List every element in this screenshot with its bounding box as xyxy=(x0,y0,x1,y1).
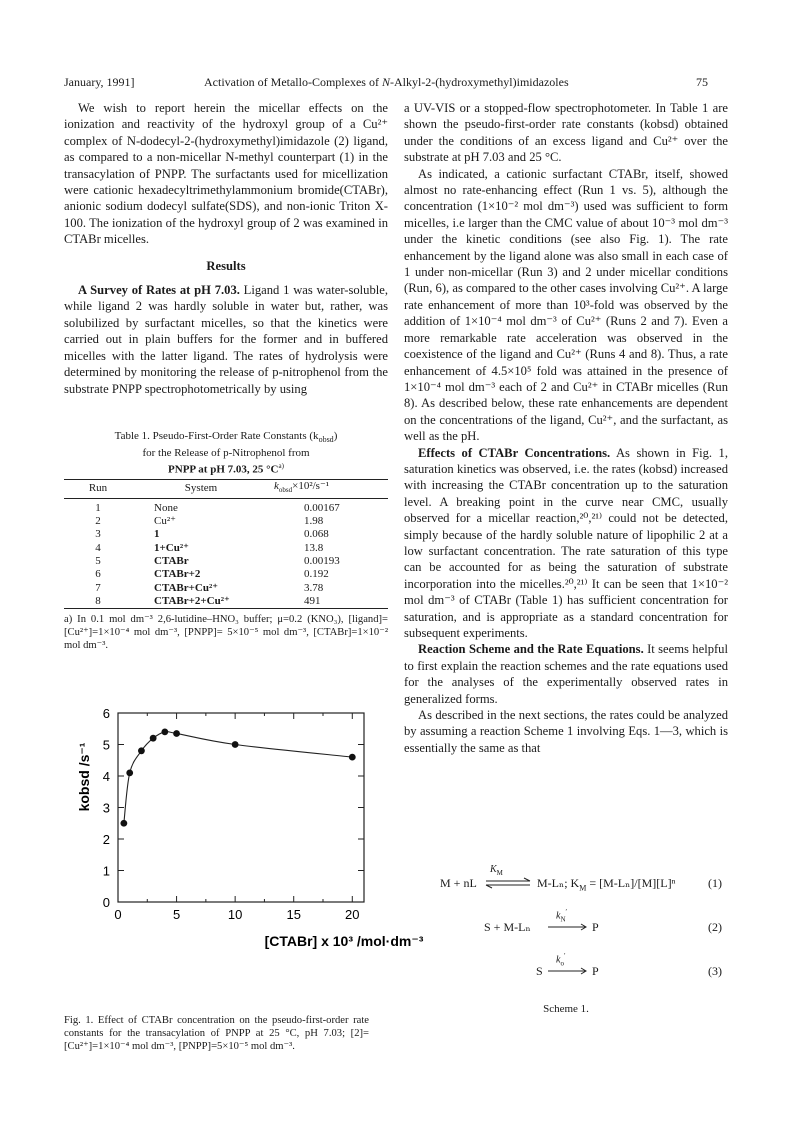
data-point xyxy=(126,769,133,776)
data-point xyxy=(120,820,127,827)
x-tick-label: 10 xyxy=(227,907,243,922)
cell-k: 0.192 xyxy=(304,568,329,581)
header-title: Activation of Metallo-Complexes of N-Alkyl-2-(hydroxymethyl)imidazoles xyxy=(204,75,569,89)
equation-1: M + nL $K_M$ M-Lₙ; $K_M = [M-L_n]/[M][L]^n$ (1) xyxy=(440,864,722,893)
cell-system: 1+Cu²⁺ xyxy=(154,541,189,554)
cell-run: 6 xyxy=(95,568,101,581)
figure-1-chart xyxy=(64,700,424,955)
equation-3: S $k_o'$ P (3) xyxy=(536,952,722,978)
table-caption: Table 1. Pseudo-First-Order Rate Constants $(k_{obsd})$ for the Release of p-Nitrophenol from PNPP at pH 7.03, 25 $^\circ C^{a)}$ xyxy=(114,430,338,476)
x-tick-label: 0 xyxy=(114,907,122,922)
table-row xyxy=(64,528,388,541)
cell-k: 491 xyxy=(304,594,321,607)
table-1 xyxy=(64,430,388,652)
table-row xyxy=(64,595,388,609)
data-point xyxy=(150,735,157,742)
col-header-run: Run xyxy=(88,482,108,495)
survey-paragraph: A Survey of Rates at pH 7.03. Ligand 1 was water-soluble, while ligand 2 was hardly soluble in water but, rather, was solubilized by surfactant micelles, so that the kinetics were carried out in plain buffers for the former and in buffered micelles with the latter ligand. The rates of hydrolysis were determined by monitoring the release of p-nitrophenol from the substrate PNPP spectrophotometrically by using xyxy=(64,283,388,396)
y-tick-label: 1 xyxy=(102,863,110,879)
data-point xyxy=(349,754,356,761)
arrow-icon xyxy=(548,967,588,975)
cell-system: CTABr+2+Cu²⁺ xyxy=(154,594,230,607)
cell-run: 2 xyxy=(95,515,101,528)
data-point xyxy=(173,730,180,737)
cell-system: CTABr xyxy=(154,555,189,568)
table-row xyxy=(64,542,388,555)
y-tick-label: 4 xyxy=(102,769,110,784)
table-row xyxy=(64,568,388,581)
x-tick-label: 5 xyxy=(172,907,181,922)
col-header-k: $k_{obsd}\times 10^2/s^{-1}$ xyxy=(274,480,330,495)
running-header xyxy=(64,75,708,90)
left-column xyxy=(64,100,388,397)
cell-k: 0.00167 xyxy=(304,501,340,514)
cell-run: 1 xyxy=(95,501,101,514)
scheme-label: Scheme 1. xyxy=(543,1003,589,1015)
equation-2: S + M-Lₙ $k_N'$ P (2) xyxy=(484,908,722,934)
effects-paragraph: Effects of CTABr Concentrations. As shown in Fig. 1, saturation kinetics was observed, i.e. the rates (kobsd) increased with increasing the CTABr concentration up to the saturation level. A breaking point in the curve near CMC, usually observed for a micellar reaction,²⁰,²¹⁾ could not be detected, simply because of the hardly soluble nature of lipophilic 2 at a low surfactant concentration. The rate saturation of this type can be accounted for as being the saturation of substrate incorporation into the micelles.²⁰,²¹⁾ It can be seen that 1×10⁻² mol dm⁻³ of CTABr (Table 1) has sufficient concentration for saturation, and is appropriate as a standard concentration for subsequent experiments. xyxy=(404,445,728,640)
plot-frame xyxy=(118,713,364,902)
cell-system: Cu²⁺ xyxy=(154,515,176,528)
figure-caption: Fig. 1. Effect of CTABr concentration on the pseudo-first-order rate constants for the transacylation of PNPP at 25 °C, pH 7.03; [2]=[Cu²⁺]=1×10⁻⁴ mol dm⁻³, [PNPP]=5×10⁻⁵ mol dm⁻³. xyxy=(64,1015,369,1052)
cell-k: 1.98 xyxy=(304,515,324,528)
arrow-icon xyxy=(548,923,588,931)
cell-system: CTABr+2 xyxy=(154,568,201,581)
x-axis-label: [CTABr] x 10³ /mol·dm⁻³ xyxy=(264,933,424,949)
table-footnote: a) In 0.1 mol dm⁻³ 2,6-lutidine–HNO₃ buffer; μ=0.2 (KNO₃), [ligand]=[Cu²⁺]=1×10⁻⁴ mol dm⁻³, [PNPP]= 5×10⁻⁵ mol dm⁻³, [CTABr]=1×10⁻² mol dm⁻³. xyxy=(64,614,388,652)
right-paragraph-1: a UV-VIS or a stopped-flow spectrophotometer. In Table 1 are shown the pseudo-first-order rate constants (kobsd) obtained under the conditions of an excess ligand and Cu²⁺ over the substrate at pH 7.03 and 25 °C. xyxy=(404,101,728,165)
equilibrium-arrow-icon xyxy=(486,878,532,888)
cell-run: 3 xyxy=(95,528,101,541)
cell-run: 7 xyxy=(95,581,101,594)
section-heading-results: Results xyxy=(206,258,246,273)
y-tick-label: 5 xyxy=(102,737,110,753)
data-point xyxy=(232,741,239,748)
y-tick-label: 6 xyxy=(102,706,110,721)
right-paragraph-5: As described in the next sections, the rates could be analyzed by assuming a reaction Scheme 1 involving Eqs. 1—3, which is essentially the same as that xyxy=(404,708,728,755)
cell-k: 0.00193 xyxy=(304,555,340,568)
y-tick-label: 0 xyxy=(102,895,110,910)
right-paragraph-2: As indicated, a cationic surfactant CTABr, itself, showed almost no rate-enhancing effect (Run 1 vs. 5), although the concentration (1×10⁻² mol dm⁻³) used was sufficient to form micelles, i.e larger than the CMC value of about 10⁻³ mol dm⁻³ under the kinetic conditions (see also Fig. 1). The rate enhancement by the ligand alone was also small in each case of 1 under non-micellar (Run 3) and 2 under micellar conditions (Run, 6), as compared to the other cases involving Cu²⁺. A large rate enhancement of more than 10³-fold was observed by the addition of 1×10⁻⁴ mol dm⁻³ of Cu²⁺ (Runs 2 and 7). Even a more remarkable rate acceleration was observed in the coexistence of the ligand and Cu²⁺ (Runs 4 and 8). Thus, a rate enhancement of 4.5×10⁵ fold was attained in the presence of 1×10⁻⁴ mol dm⁻³ each of 2 and Cu²⁺ in CTABr micelles (Run 8). As described below, these rate enhancements are dependent on the concentrations of the ligand, Cu²⁺, and the surfactant, as well as the pH. xyxy=(404,166,728,444)
cell-system: None xyxy=(154,501,178,514)
page-number: 75 xyxy=(696,75,708,89)
x-tick-label: 20 xyxy=(345,907,360,922)
right-column xyxy=(404,100,728,756)
table-row xyxy=(64,582,388,595)
cell-k: 0.068 xyxy=(304,528,329,541)
scheme-paragraph: Reaction Scheme and the Rate Equations. It seems helpful to first explain the reaction schemes and the rate equations used for the analyses of the experimentally observed rates in generalized forms. xyxy=(404,642,728,706)
table-row xyxy=(64,555,388,568)
col-header-system: System xyxy=(184,482,218,495)
data-point xyxy=(161,729,168,736)
scheme-heading: Reaction Scheme and the Rate Equations. xyxy=(418,642,644,657)
effects-heading: Effects of CTABr Concentrations. xyxy=(418,445,611,460)
x-tick-label: 15 xyxy=(286,907,301,922)
y-tick-label: 2 xyxy=(102,832,110,847)
data-point xyxy=(138,747,145,754)
cell-k: 13.8 xyxy=(304,541,324,554)
cell-run: 5 xyxy=(95,555,101,568)
cell-run: 4 xyxy=(95,541,101,554)
table-row xyxy=(64,498,388,515)
rate-table xyxy=(64,479,388,609)
intro-paragraph: We wish to report herein the micellar effects on the ionization and reactivity of the hydroxyl group of a Cu²⁺ complex of N-dodecyl-2-(hydroxymethyl)imidazole (2) ligand, as compared to a non-micellar N-methyl counterpart (1) in the transacylation of PNPP. The surfactants used for micellization were cationic hexadecyltrimethylammonium bromide(CTABr), anionic sodium dodecyl sulfate(SDS), and non-ionic Triton X-100. The ionization of the hydroxyl group of 2 was examined in CTABr micelles. xyxy=(64,101,388,247)
cell-k: 3.78 xyxy=(304,581,324,594)
cell-system: 1 xyxy=(154,528,160,541)
cell-system: CTABr+Cu²⁺ xyxy=(154,581,219,594)
survey-heading: A Survey of Rates at pH 7.03. xyxy=(78,283,240,298)
table-row xyxy=(64,515,388,528)
header-date: January, 1991] xyxy=(64,75,135,89)
cell-run: 8 xyxy=(95,594,101,607)
y-axis-label: kobsd /s⁻¹ xyxy=(76,742,92,812)
y-tick-label: 3 xyxy=(102,800,110,816)
